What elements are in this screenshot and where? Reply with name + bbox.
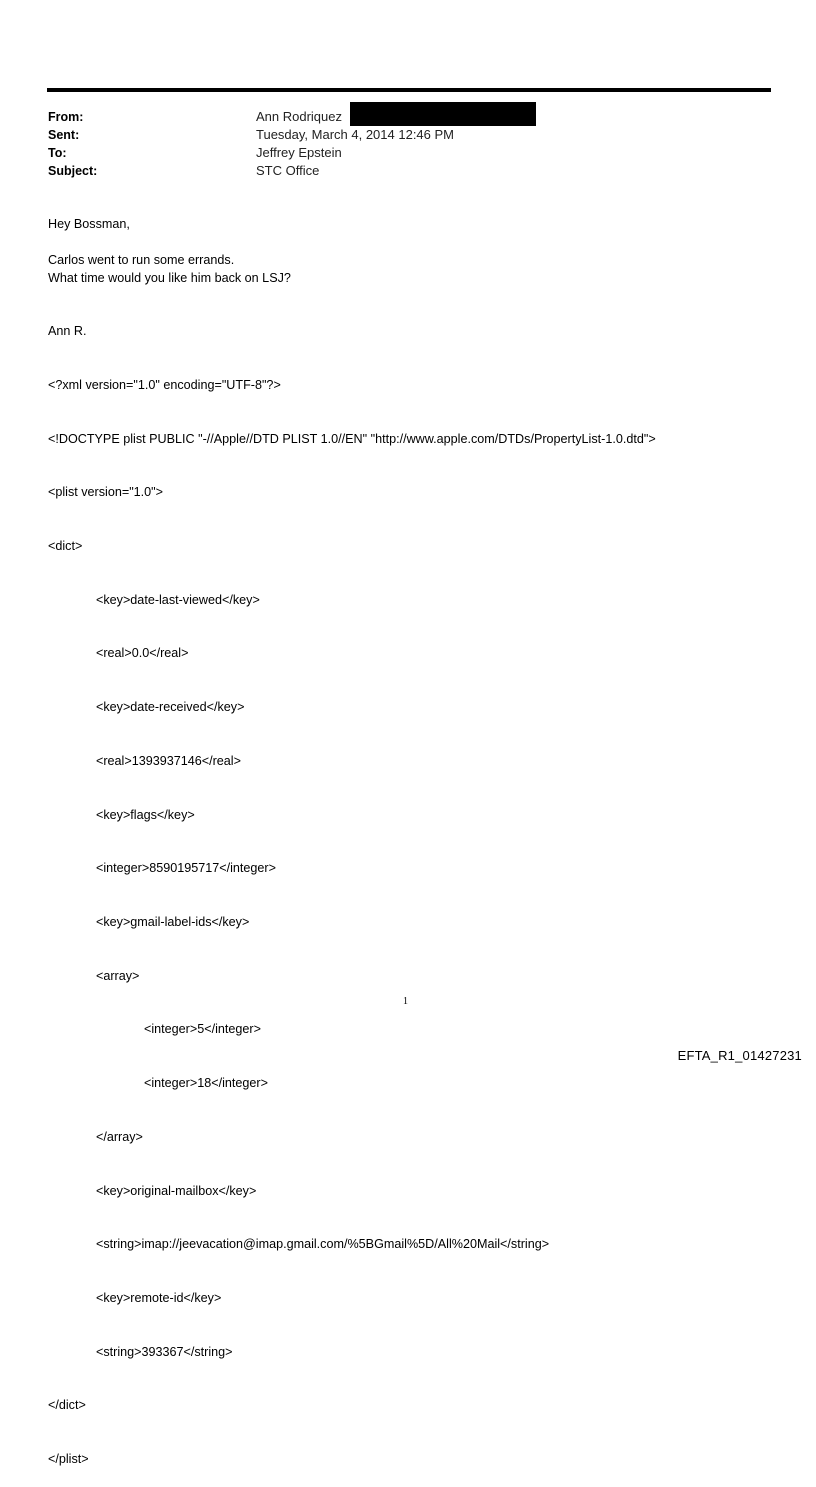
body-line-1: Carlos went to run some errands. — [48, 253, 235, 267]
xml-line: <string>393367</string> — [96, 1344, 233, 1359]
xml-line: <key>remote-id</key> — [96, 1291, 222, 1306]
xml-line: <dict> — [48, 538, 83, 553]
document-id: EFTA_R1_01427231 — [677, 1048, 802, 1063]
xml-line: <!DOCTYPE plist PUBLIC "-//Apple//DTD PLIST 1.0//EN" "http://www.apple.com/DTDs/PropertyList-1.0.dtd"> — [48, 431, 656, 446]
sent-value: Tuesday, March 4, 2014 12:46 PM — [256, 127, 454, 142]
xml-line: <integer>18</integer> — [144, 1076, 268, 1091]
greeting: Hey Bossman, — [48, 217, 130, 231]
xml-line: <key>flags</key> — [96, 807, 195, 822]
subject-value: STC Office — [256, 163, 320, 178]
body-line-2: What time would you like him back on LSJ? — [48, 271, 291, 285]
xml-line: <integer>8590195717</integer> — [96, 861, 276, 876]
sent-label: Sent: — [48, 128, 80, 142]
xml-plist-block — [48, 341, 656, 1487]
xml-line: <key>date-received</key> — [96, 700, 245, 715]
xml-line: <array> — [96, 968, 140, 983]
xml-line: <integer>5</integer> — [144, 1022, 261, 1037]
xml-line: <real>0.0</real> — [96, 646, 189, 661]
xml-line: <key>date-last-viewed</key> — [96, 592, 260, 607]
xml-line: <real>1393937146</real> — [96, 753, 241, 768]
from-value: Ann Rodriquez — [256, 109, 342, 124]
xml-line: <string>imap://jeevacation@imap.gmail.com/%5BGmail%5D/All%20Mail</string> — [96, 1237, 550, 1252]
page-number: 1 — [403, 996, 408, 1007]
header-divider — [47, 88, 771, 92]
xml-line: </array> — [96, 1129, 143, 1144]
xml-line: <plist version="1.0"> — [48, 485, 164, 500]
to-label: To: — [48, 146, 67, 160]
from-label: From: — [48, 110, 84, 124]
xml-line: <key>original-mailbox</key> — [96, 1183, 257, 1198]
redaction-box — [350, 102, 536, 126]
subject-label: Subject: — [48, 164, 98, 178]
xml-line: </dict> — [48, 1398, 86, 1413]
to-value: Jeffrey Epstein — [256, 145, 342, 160]
signature: Ann R. — [48, 324, 87, 338]
xml-line: <key>gmail-label-ids</key> — [96, 915, 250, 929]
xml-line: <?xml version="1.0" encoding="UTF-8"?> — [48, 377, 281, 392]
xml-line: </plist> — [48, 1452, 89, 1467]
